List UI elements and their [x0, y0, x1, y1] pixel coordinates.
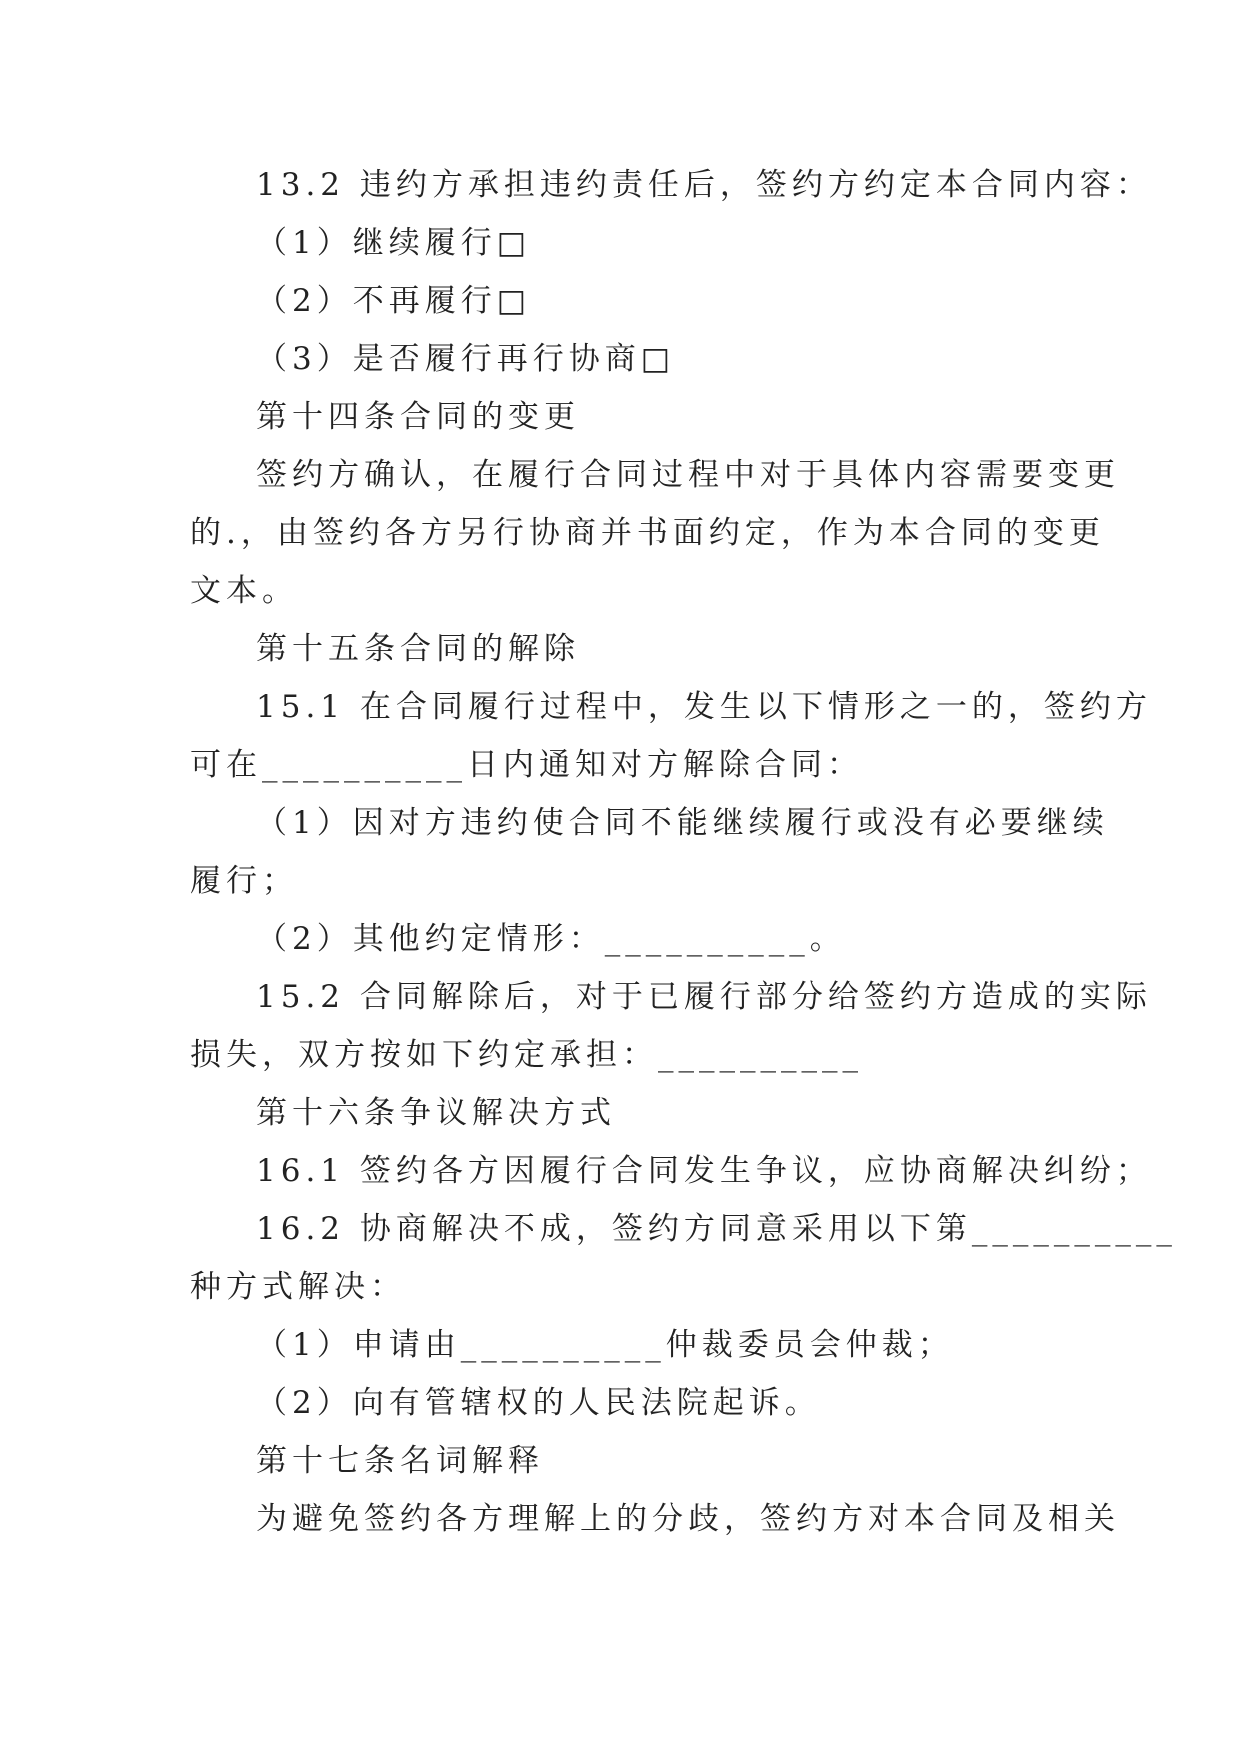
option-renegotiate: （3）是否履行再行协商□	[256, 341, 676, 377]
option-continue-performance: （1）继续履行□	[256, 225, 532, 261]
clause-16-1: 16.1 签约各方因履行合同发生争议，应协商解决纠纷；	[256, 1153, 1152, 1189]
article-15-heading: 第十五条合同的解除	[256, 631, 580, 667]
article-14-paragraph-line: 文本。	[190, 573, 298, 609]
clause-16-2-item-2: （2）向有管辖权的人民法院起诉。	[256, 1385, 821, 1421]
article-14-heading: 第十四条合同的变更	[256, 399, 580, 435]
clause-15-1-item-2: （2）其他约定情形：__________。	[256, 921, 846, 957]
clause-15-1-line: 15.1 在合同履行过程中，发生以下情形之一的，签约方	[256, 689, 1152, 725]
clause-16-2-line: 种方式解决：	[190, 1269, 406, 1305]
article-17-paragraph-line: 为避免签约各方理解上的分歧，签约方对本合同及相关	[256, 1501, 1120, 1537]
article-16-heading: 第十六条争议解决方式	[256, 1095, 616, 1131]
clause-15-2-line: 损失，双方按如下约定承担：__________	[190, 1037, 863, 1073]
clause-15-1-item-1: （1）因对方违约使合同不能继续履行或没有必要继续	[256, 805, 1109, 841]
option-stop-performance: （2）不再履行□	[256, 283, 532, 319]
clause-15-1-line: 可在__________日内通知对方解除合同：	[190, 747, 863, 783]
clause-16-2-item-1: （1）申请由__________仲裁委员会仲裁；	[256, 1327, 954, 1363]
clause-16-2-line: 16.2 协商解决不成，签约方同意采用以下第__________	[256, 1211, 1177, 1247]
clause-13-2: 13.2 违约方承担违约责任后，签约方约定本合同内容：	[256, 167, 1152, 203]
article-17-heading: 第十七条名词解释	[256, 1443, 544, 1479]
clause-15-1-item-1: 履行；	[190, 863, 298, 899]
article-14-paragraph-line: 的.，由签约各方另行协商并书面约定，作为本合同的变更	[190, 515, 1105, 551]
clause-15-2-line: 15.2 合同解除后，对于已履行部分给签约方造成的实际	[256, 979, 1152, 1015]
document-body	[190, 156, 1177, 1548]
article-14-paragraph-line: 签约方确认，在履行合同过程中对于具体内容需要变更	[256, 457, 1120, 493]
